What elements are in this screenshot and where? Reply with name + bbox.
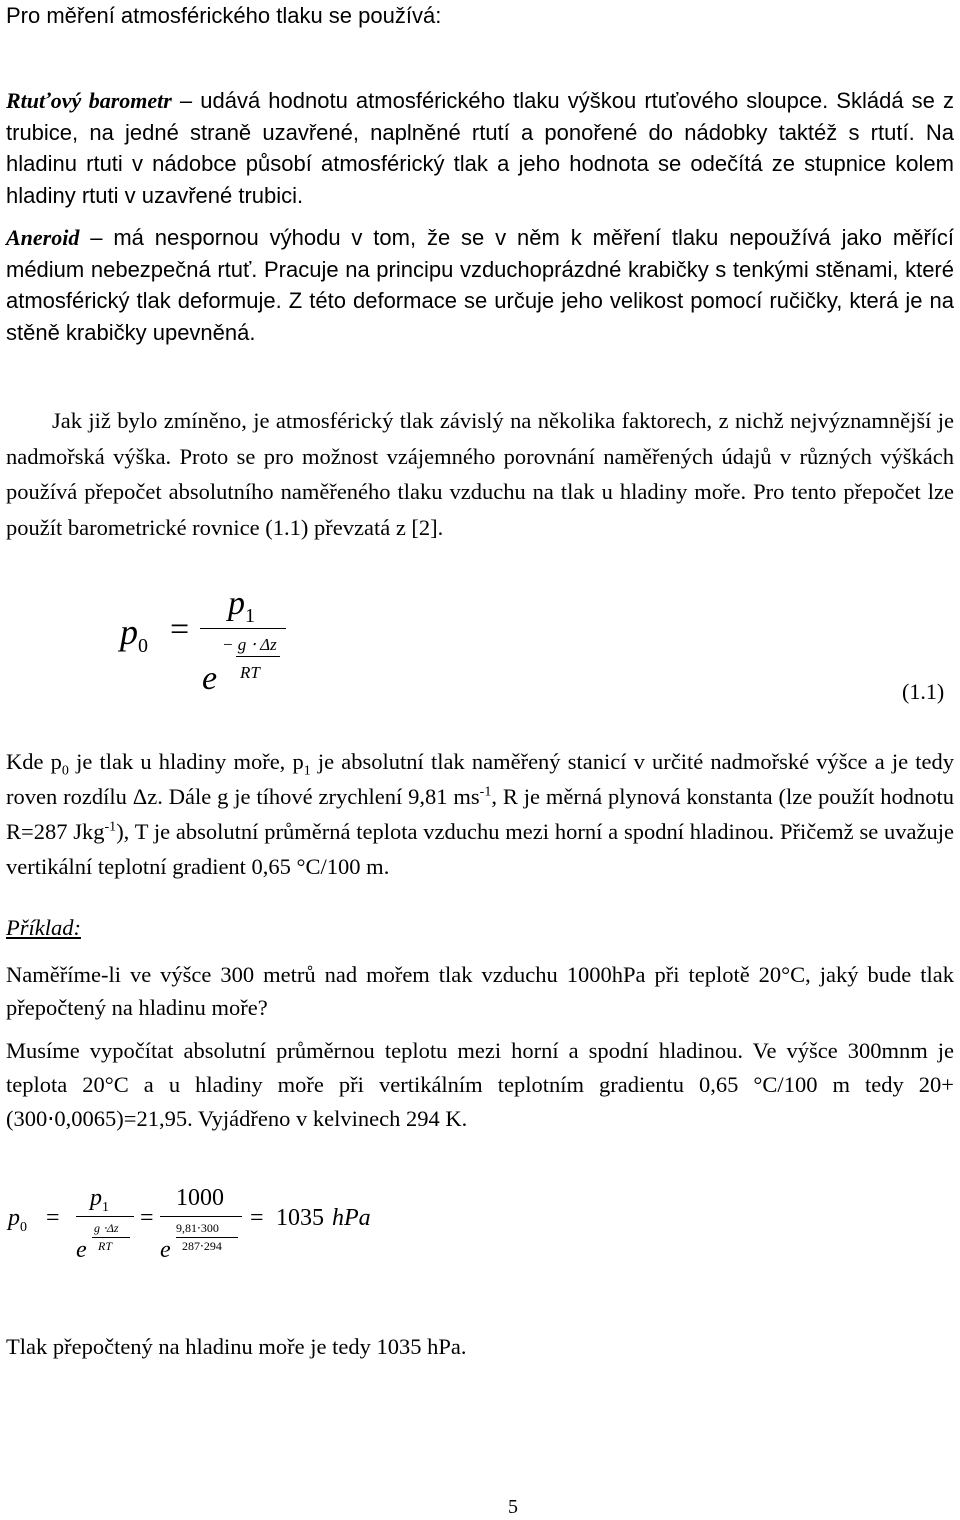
calc-p1: $p_1$	[90, 1185, 109, 1215]
eq-p0: $p_0$	[120, 612, 148, 658]
calc-exp1-line	[92, 1237, 130, 1238]
calc-p0: $p_0$	[8, 1205, 27, 1235]
calc-eq3: =	[250, 1205, 264, 1231]
calc-exp1-numerator: g ⋅Δz	[94, 1221, 119, 1235]
eq-base-e: e	[202, 660, 218, 697]
eq-numerator: $p_1$	[228, 585, 255, 627]
calc-eq2: =	[140, 1205, 154, 1231]
barometric-equation	[0, 585, 960, 715]
aneroid-text: – má nespornou výhodu v tom, že se v něm k měření tlaku nepoužívá jako měřící médium nebezpečná rtuť. Pracuje na principu vzduchoprázdné krabičky s tenkými stěnami, které atmosférický tlak deformuje. Z této deformace se určuje jeho velikost pomocí ručičky, která je na stěně krabičky upevněná.	[6, 225, 954, 345]
section-heading: Pro měření atmosférického tlaku se používá:	[6, 3, 442, 28]
equation-number: (1.1)	[902, 679, 945, 704]
eq-fraction-line	[200, 628, 286, 629]
calc-numerator: 1000	[176, 1185, 224, 1211]
barometer-term: Rtuťový barometr	[6, 88, 172, 113]
example-solution: Musíme vypočítat absolutní průměrnou teplotu mezi horní a spodní hladinou. Ve výšce 300mnm je teplota 20°C a u hladiny moře při vertikálním teplotním gradientu 0,65 °C/100 m tedy 20+(300⋅0,0065)=21,95. Vyjádřeno v kelvinech 294 K.	[6, 1038, 954, 1131]
conclusion: Tlak přepočtený na hladinu moře je tedy 1035 hPa.	[6, 1334, 467, 1359]
aneroid-paragraph	[6, 222, 954, 348]
example-heading: Příklad:	[6, 915, 81, 940]
calc-exp2-numerator: 9,81⋅300	[176, 1221, 219, 1235]
definitions-paragraph: Kde $p_0$ je tlak u hladiny moře, $p_1$ je absolutní tlak naměřený stanicí v určité nadmořské výšce a je tedy roven rozdílu Δz. Dále g je tíhové zrychlení 9,81 $ms^{-1}$, R je měrná plynová konstanta (lze použít hodnotu R=287 Jkg$^{-1}$), T je absolutní průměrná teplota vzduchu mezi horní a spodní hladinou. Přičemž se uvažuje vertikální teplotní gradient 0,65 °C/100 m.	[6, 749, 954, 879]
aneroid-term: Aneroid	[6, 225, 80, 250]
calc-result: 1035	[276, 1205, 324, 1231]
eq-equals: =	[170, 611, 190, 648]
calc-exp1-denominator: RT	[98, 1239, 113, 1253]
calculation-equation	[0, 1185, 960, 1275]
delta-z: Δz	[132, 784, 158, 809]
calc-exp2-line	[176, 1237, 238, 1238]
calc-base-e1: e	[76, 1237, 87, 1263]
intro-paragraph: Jak již bylo zmíněno, je atmosférický tlak závislý na několika faktorech, z nichž nejvýznamnější je nadmořská výška. Proto se pro možnost vzájemného porovnání naměřených údajů v různých výškách používá přepočet absolutního naměřeného tlaku vzduchu na tlak u hladiny moře. Pro tento přepočet lze použít barometrické rovnice (1.1) převzatá z [2].	[6, 408, 954, 540]
calc-exp2-denominator: 287⋅294	[182, 1239, 222, 1253]
eq-exp-fraction-line	[236, 656, 280, 657]
barometer-paragraph	[6, 85, 954, 211]
example-question: Naměříme-li ve výšce 300 metrů nad mořem tlak vzduchu 1000hPa při teplotě 20°C, jaký bude tlak přepočtený na hladinu moře?	[6, 962, 954, 1020]
calc-eq1: =	[46, 1205, 60, 1231]
eq-exp-numerator: − g ⋅ Δz	[222, 635, 277, 654]
barometer-text: – udává hodnotu atmosférického tlaku výškou rtuťového sloupce. Skládá se z trubice, na jedné straně uzavřené, naplněné rtutí a ponořené do nádobky taktéž s rtutí. Na hladinu rtuti v nádobce působí atmosférický tlak a jeho hodnota se odečítá ze stupnice kolem hladiny rtuti v uzavřené trubici.	[6, 88, 954, 208]
calc-unit: hPa	[332, 1205, 371, 1231]
calc-base-e2: e	[160, 1237, 171, 1263]
calc-fraction-line-2	[160, 1216, 242, 1217]
eq-exp-denominator: RT	[240, 663, 260, 682]
calc-fraction-line-1	[76, 1216, 134, 1217]
page-number: 5	[508, 1496, 518, 1518]
